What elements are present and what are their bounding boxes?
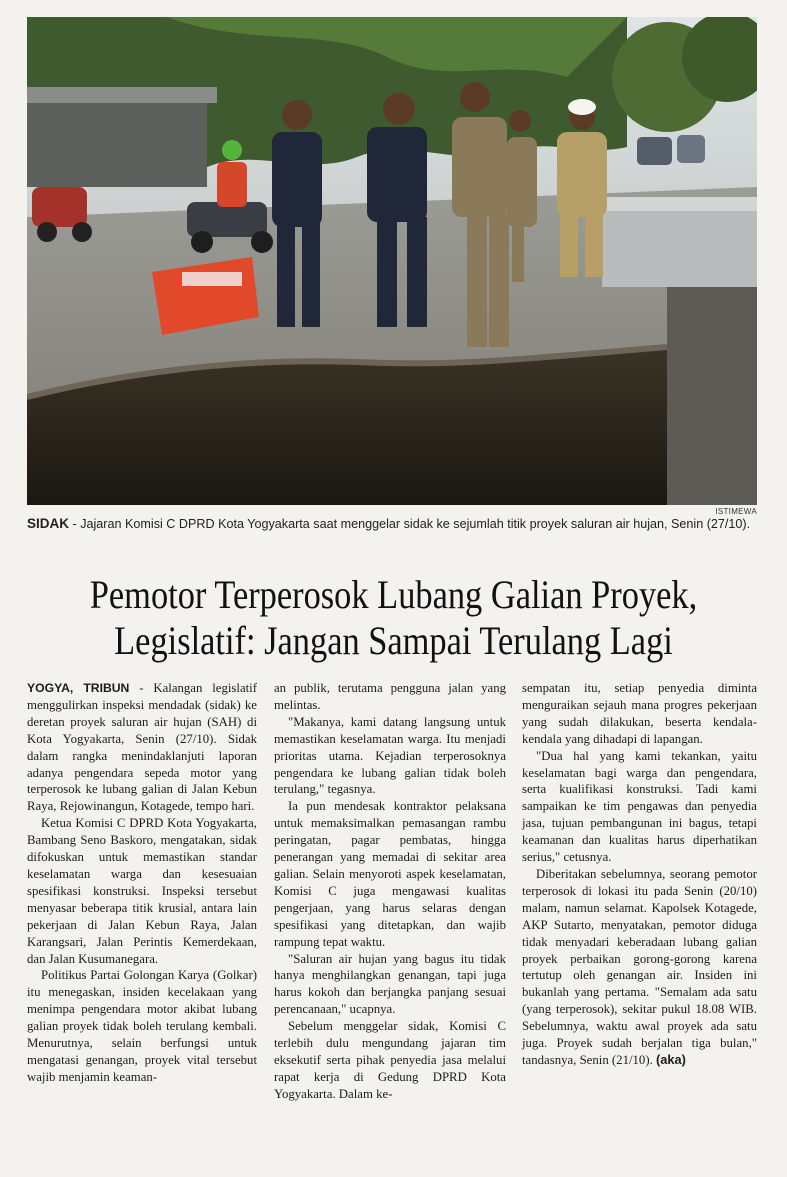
article-column-2 — [274, 680, 506, 1160]
headline-line-1: Pemotor Terperosok Lubang Galian Proyek, — [89, 572, 698, 617]
dateline: YOGYA, TRIBUN — [27, 681, 130, 695]
photo-credit: ISTIMEWA — [715, 507, 757, 516]
caption-tag: SIDAK — [27, 516, 70, 531]
article-paragraph: Sebelum menggelar sidak, Komisi C terlebih dulu mengundang jajaran tim eksekutif serta pihak penyedia jasa melalui rapat kerja di Gedung DPRD Kota Yogyakarta. Dalam ke- — [274, 1019, 506, 1101]
headline — [72, 572, 714, 664]
article-column-3 — [522, 680, 757, 1160]
article-paragraph: Ketua Komisi C DPRD Kota Yogyakarta, Bambang Seno Baskoro, mengatakan, sidak difokuskan untuk memastikan standar keselamatan warga dan kesesuaian spesifikasi konstruksi. Inspeksi tersebut menyasar beberapa titik krusial, antara lain pekerjaan di Jalan Kebun Raya, Jalan Karangsari, Jalan Perintis Kemerdekaan, dan Jalan Kusumanegara. — [27, 816, 257, 966]
article-paragraph: "Makanya, kami datang langsung untuk memastikan keselamatan warga. Itu menjadi prioritas utama. Kejadian terperosoknya pengendara ke lubang galian tidak boleh terulang," tegasnya. — [274, 714, 506, 797]
article-paragraph: Politikus Partai Golongan Karya (Golkar) itu menegaskan, insiden kecelakaan yang menimpa pengendara motor akibat lubang galian proyek tidak boleh terulang kembali. Menurutnya, selain berfungsi untuk mengatasi genangan, proyek vital tersebut wajib menjamin keaman- — [27, 968, 257, 1084]
article-paragraph: Ia pun mendesak kontraktor pelaksana untuk memaksimalkan pemasangan rambu peringatan, pagar pembatas, hingga penerangan yang memadai di sekitar area galian. Selain menyoroti aspek keselamatan, Komisi C juga mengawasi kualitas pengerjaan, yang harus selaras dengan spesifikasi yang ditetapkan, dan wajib rampung tepat waktu. — [274, 799, 506, 949]
photo-caption — [27, 515, 757, 533]
article-paragraph: Diberitakan sebelumnya, seorang pemotor terperosok di lokasi itu pada Senin (20/10) malam, namun selamat. Kapolsek Kotagede, AKP Sutarto, menyatakan, pemotor diduga tidak menyadari keberadaan lubang galian proyek perbaikan gorong-gorong karena tertutup oleh genangan air. Insiden ini bukanlah yang pertama. "Semalam ada satu (yang terperosok), sekitar pukul 18.08 WIB. Sebelumnya, waktu awal proyek ada satu juga. Proyek sudah berjalan tiga bulan," tandasnya, Senin (21/10). (aka) — [522, 866, 757, 1067]
article-column-1 — [27, 680, 257, 1160]
author-sign: (aka) — [656, 1051, 686, 1067]
article-paragraph: YOGYA, TRIBUN - Kalangan legislatif menggulirkan inspeksi mendadak (sidak) ke deretan proyek saluran air hujan (SAH) di Kota Yogyakarta, Senin (27/10). Sidak dalam rangka menindaklanjuti laporan adanya pengendara sepeda motor yang terperosok ke lubang galian di Jalan Kebun Raya, Rejowinangun, Kotagede, tempo hari. — [27, 681, 257, 814]
news-photo — [27, 17, 757, 505]
article-paragraph: sempatan itu, setiap penyedia diminta menguraikan sejauh mana progres pekerjaan yang sudah dilakukan, beserta kendala-kendala yang dihadapi di lapangan. — [522, 681, 757, 746]
caption-text: - Jajaran Komisi C DPRD Kota Yogyakarta saat menggelar sidak ke sejumlah titik proyek saluran air hujan, Senin (27/10). — [69, 517, 751, 531]
article-paragraph: "Dua hal yang kami tekankan, yaitu keselamatan bagi warga dan pengendara, serta kualifikasi konstruksi. Tadi kami sampaikan ke tim pengawas dan penyedia jasa, tujuan pembangunan ini bagus, tetapi keamanan dan kualitas harus diperhatikan serius," cetusnya. — [522, 748, 757, 865]
article-paragraph: an publik, terutama pengguna jalan yang melintas. — [274, 681, 506, 712]
inspection-scene-illustration — [27, 17, 757, 505]
headline-line-2: Legislatif: Jangan Sampai Terulang Lagi — [114, 618, 673, 663]
article-paragraph: "Saluran air hujan yang bagus itu tidak hanya menghilangkan genangan, tapi juga harus kokoh dan berjangka panjang sesuai perencanaan," ucapnya. — [274, 951, 506, 1017]
